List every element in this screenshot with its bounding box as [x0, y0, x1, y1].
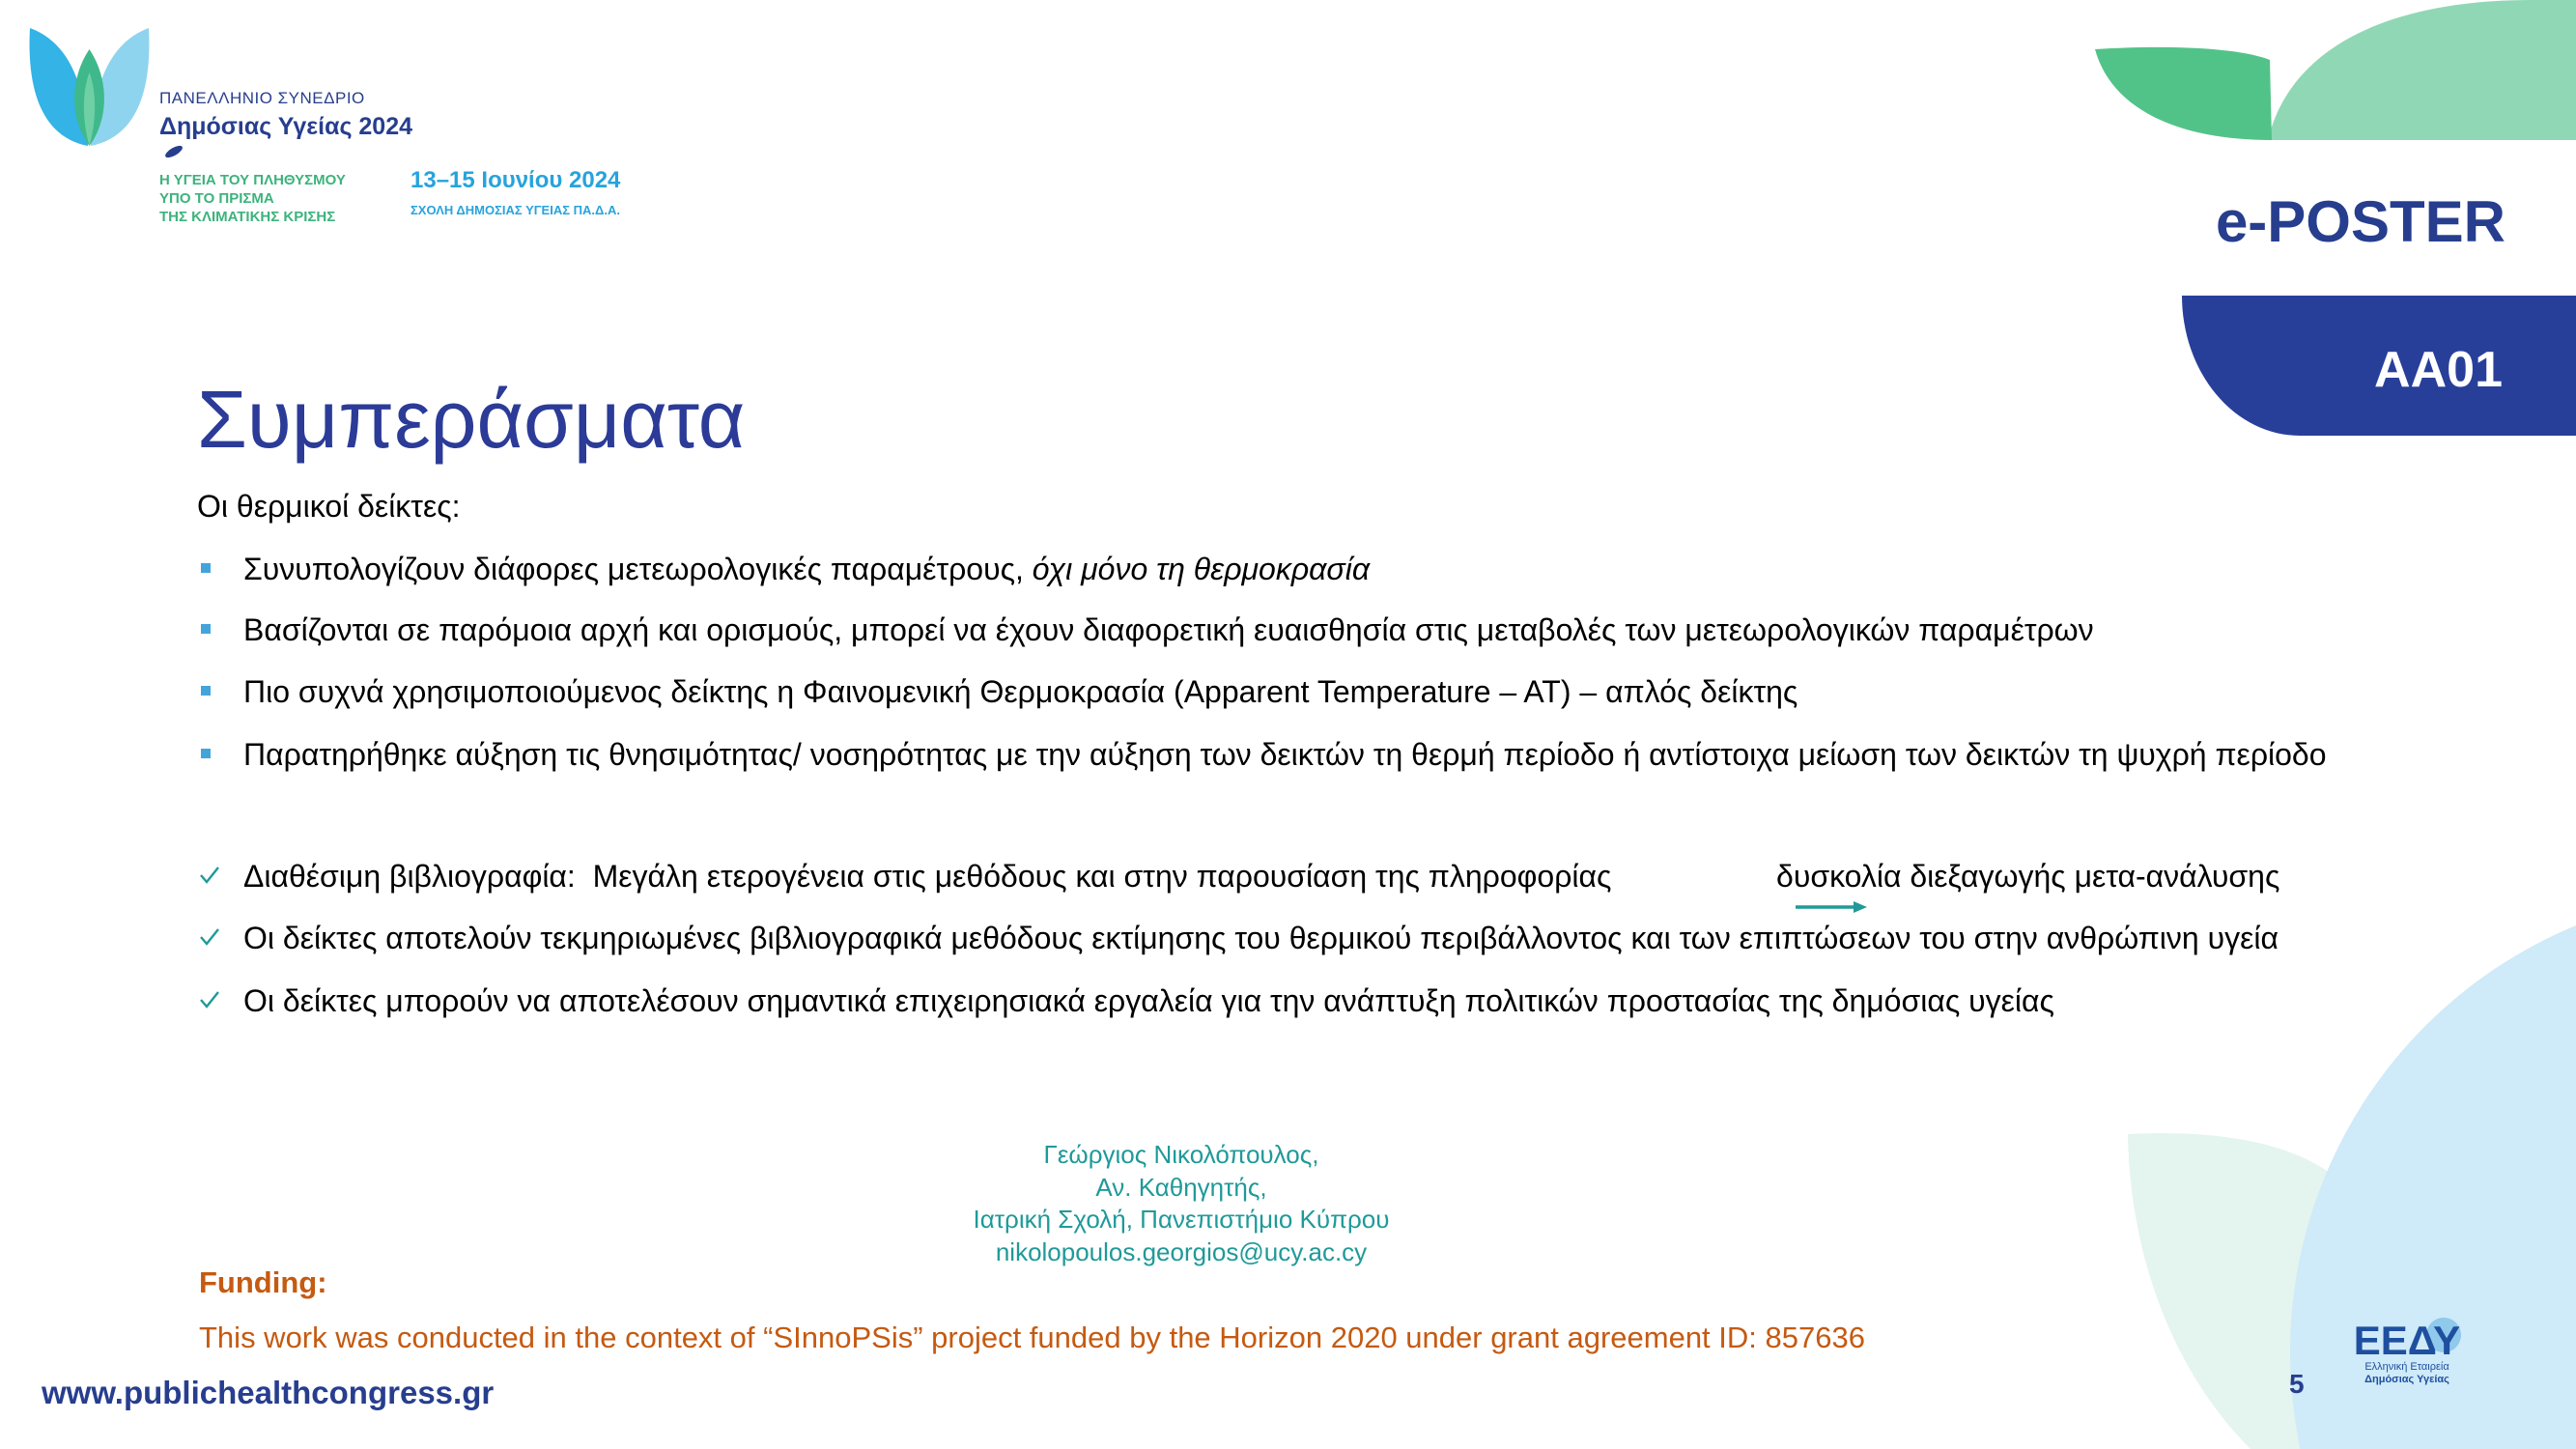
congress-theme: [159, 171, 346, 226]
check-icon: [199, 866, 220, 885]
author-name: Γεώργιος Νικολόπουλος,: [1043, 1140, 1319, 1169]
bullet-text: Πιο συχνά χρησιμοποιούμενος δείκτης η Φαινομενική Θερμοκρασία (Apparent Temperature – AT) – απλός δείκτης: [243, 674, 1798, 709]
check-consequence: δυσκολία διεξαγωγής μετα-ανάλυσης: [1776, 859, 2280, 894]
bullet-text: Παρατηρήθηκε αύξηση τις θνησιμότητας/ νοσηρότητας με την αύξηση των δεικτών τη θερμή περίοδο ή αντίστοιχα μείωση των δεικτών τη ψυχρή περίοδο: [243, 737, 2327, 772]
check-text: Οι δείκτες αποτελούν τεκμηριωμένες βιβλιογραφικά μεθόδους εκτίμησης του θερμικού περιβάλλοντος και των επιπτώσεων του στην ανθρώπινη υγεία: [243, 921, 2279, 955]
check-icon: [199, 927, 220, 947]
bullet-text: Συνυπολογίζουν διάφορες μετεωρολογικές παραμέτρους,: [243, 552, 1033, 586]
square-bullet-icon: [201, 686, 211, 696]
check-text: Οι δείκτες μπορούν να αποτελέσουν σημαντικά επιχειρησιακά εργαλεία για την ανάπτυξη πολιτικών προστασίας της δημόσιας υγείας: [243, 983, 2054, 1018]
top-right-leaf-dark: [2095, 47, 2272, 140]
leaf-dash-icon: [162, 144, 185, 159]
square-bullet-icon: [201, 624, 211, 634]
check-item: [197, 981, 2054, 1020]
congress-theme-line: ΥΠΟ ΤΟ ΠΡΙΣΜΑ: [159, 190, 274, 207]
author-affiliation: Ιατρική Σχολή, Πανεπιστήμιο Κύπρου: [973, 1205, 1390, 1234]
bullet-item: [197, 550, 1370, 588]
bullet-item: [197, 672, 1798, 711]
website-link[interactable]: www.publichealthcongress.gr: [42, 1375, 495, 1410]
funding-text: This work was conducted in the context of “SInnoPSis” project funded by the Horizon 2020 under grant agreement ID: 857636: [199, 1321, 1865, 1354]
slide-intro: Οι θερμικοί δείκτες:: [197, 489, 461, 524]
society-logo-caption: Ελληνική Εταιρεία: [2364, 1361, 2449, 1373]
bullet-item: [197, 611, 2094, 649]
poster-code: AA01: [2374, 342, 2503, 398]
check-icon: [199, 990, 220, 1009]
author-position: Αν. Καθηγητής,: [1095, 1172, 1267, 1202]
congress-venue: ΣΧΟΛΗ ΔΗΜΟΣΙΑΣ ΥΓΕΙΑΣ ΠΑ.Δ.Α.: [410, 203, 620, 217]
check-item: [197, 857, 1611, 895]
leaf-logo-icon: [24, 24, 155, 148]
top-right-leaf-light: [2268, 0, 2576, 140]
funding-heading: Funding:: [199, 1265, 327, 1299]
congress-theme-line: Η ΥΓΕΙΑ ΤΟΥ ΠΛΗΘΥΣΜΟΥ: [159, 172, 346, 188]
bullet-item: [197, 735, 2327, 774]
check-text: Διαθέσιμη βιβλιογραφία: Μεγάλη ετερογένεια στις μεθόδους και στην παρουσίαση της πληροφορίας: [243, 859, 1612, 894]
poster-type-label: e-POSTER: [2215, 189, 2505, 254]
congress-dates: 13–15 Ιουνίου 2024: [410, 167, 621, 193]
congress-name-line2: Δημόσιας Υγείας 2024: [159, 113, 413, 140]
society-logo: [2347, 1312, 2467, 1362]
square-bullet-icon: [201, 749, 211, 758]
author-email[interactable]: nikolopoulos.georgios@ucy.ac.cy: [995, 1236, 1368, 1266]
check-item: [197, 919, 2279, 957]
page-number: 5: [2289, 1369, 2305, 1399]
congress-name-line1: ΠΑΝΕΛΛΗΝΙΟ ΣΥΝΕΔΡΙΟ: [159, 89, 365, 107]
author-block: [869, 1139, 1493, 1268]
bullet-text: Βασίζονται σε παρόμοια αρχή και ορισμούς, μπορεί να έχουν διαφορετική ευαισθησία στις μεταβολές των μετεωρολογικών παραμέτρων: [243, 612, 2094, 647]
society-logo-caption: Δημόσιας Υγείας: [2364, 1374, 2449, 1385]
slide-title: Συμπεράσματα: [197, 374, 746, 465]
congress-theme-line: ΤΗΣ ΚΛΙΜΑΤΙΚΗΣ ΚΡΙΣΗΣ: [159, 209, 336, 225]
society-logo-letters: ΕΕΔΥ: [2353, 1318, 2461, 1362]
bullet-emphasis: όχι μόνο τη θερμοκρασία: [1032, 552, 1371, 586]
square-bullet-icon: [201, 563, 211, 573]
arrow-right-icon: [1792, 897, 1869, 917]
